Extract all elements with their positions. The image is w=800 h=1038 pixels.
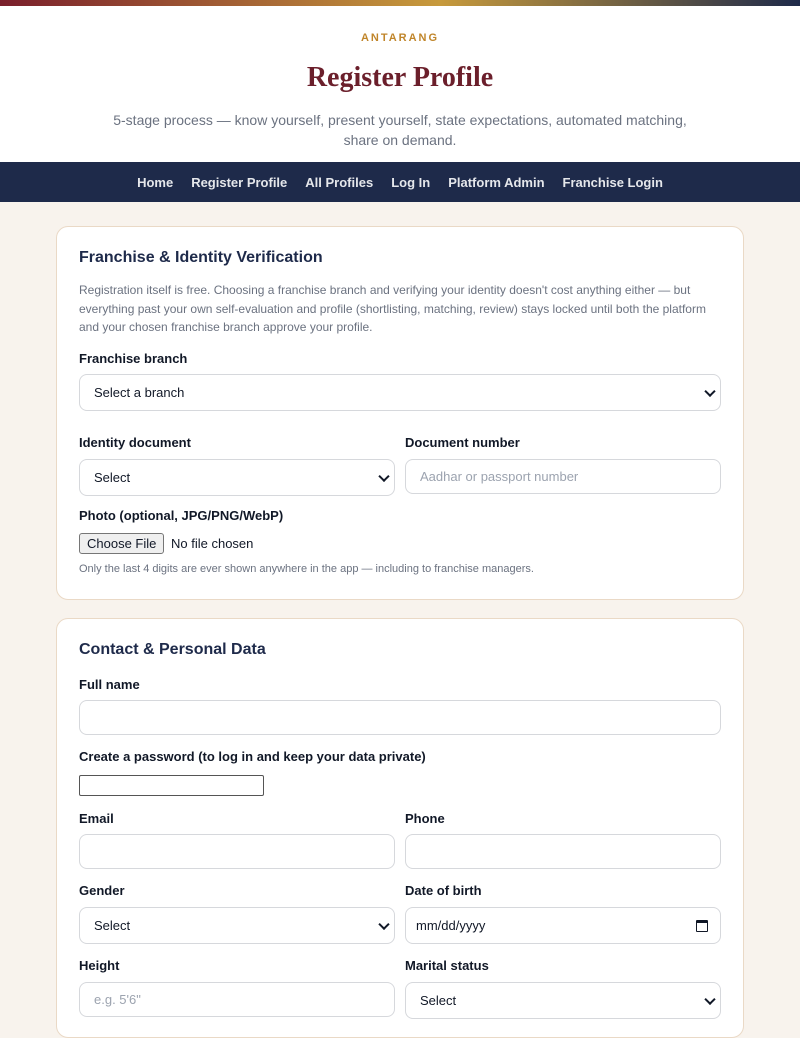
password-input[interactable] <box>79 775 264 796</box>
nav-platform-admin[interactable]: Platform Admin <box>448 174 545 190</box>
marital-status-label: Marital status <box>405 958 489 973</box>
full-name-input[interactable] <box>79 700 721 735</box>
nav-log-in[interactable]: Log In <box>391 174 431 190</box>
height-input[interactable]: e.g. 5'6" <box>79 982 395 1017</box>
file-status: No file chosen <box>171 536 254 551</box>
gender-select-value: Select <box>94 918 131 933</box>
gender-select[interactable] <box>79 907 395 944</box>
privacy-note: Only the last 4 digits are ever shown anywhere in the app — including to franchise managers. <box>79 563 534 575</box>
email-input[interactable] <box>79 834 395 869</box>
phone-label: Phone <box>405 811 445 826</box>
brand-name: ANTARANG <box>360 32 440 44</box>
contact-personal-card <box>56 618 744 1038</box>
page-subtitle: 5-stage process — know yourself, present yourself, state expectations, automated matching, share on demand. <box>113 112 687 148</box>
nav-home[interactable]: Home <box>137 174 174 190</box>
doc-number-label: Document number <box>405 435 520 450</box>
id-doc-select[interactable] <box>79 459 395 496</box>
full-name-label: Full name <box>79 677 140 692</box>
height-label: Height <box>79 958 120 973</box>
franchise-description: Registration itself is free. Choosing a franchise branch and verifying your identity doesn't cost anything either — but everything past your own self-evaluation and profile (shortlisting, matching, review) stays locked until both the platform and your chosen franchise branch approve your profile. <box>79 283 706 334</box>
dob-placeholder: mm/dd/yyyy <box>416 918 486 933</box>
branch-label: Franchise branch <box>79 351 188 366</box>
franchise-verification-card <box>56 226 744 600</box>
doc-number-input[interactable]: Aadhar or passport number <box>405 459 721 494</box>
id-doc-label: Identity document <box>79 435 191 450</box>
marital-status-select[interactable] <box>405 982 721 1019</box>
choose-file-button[interactable]: Choose File <box>79 533 164 554</box>
phone-input[interactable] <box>405 834 721 869</box>
branch-select-value: Select a branch <box>94 385 185 400</box>
chevron-down-icon <box>704 993 715 1004</box>
photo-label: Photo (optional, JPG/PNG/WebP) <box>79 508 284 523</box>
dob-label: Date of birth <box>405 883 482 898</box>
franchise-card-title: Franchise & Identity Verification <box>79 249 323 266</box>
nav-register-profile[interactable]: Register Profile <box>191 174 288 190</box>
nav-franchise-login[interactable]: Franchise Login <box>562 174 663 190</box>
branch-select[interactable] <box>79 374 721 411</box>
nav-all-profiles[interactable]: All Profiles <box>305 174 374 190</box>
contact-card-title: Contact & Personal Data <box>79 641 266 658</box>
calendar-icon[interactable] <box>696 920 708 932</box>
page-title: Register Profile <box>306 62 494 93</box>
email-label: Email <box>79 811 114 826</box>
chevron-down-icon <box>378 918 389 929</box>
chevron-down-icon <box>704 385 715 396</box>
main-nav <box>0 162 800 202</box>
gender-label: Gender <box>79 883 125 898</box>
marital-select-value: Select <box>420 993 457 1008</box>
page-header <box>0 6 800 162</box>
chevron-down-icon <box>378 470 389 481</box>
id-doc-select-value: Select <box>94 470 131 485</box>
password-label: Create a password (to log in and keep your data private) <box>79 749 426 764</box>
dob-input[interactable] <box>405 907 721 944</box>
